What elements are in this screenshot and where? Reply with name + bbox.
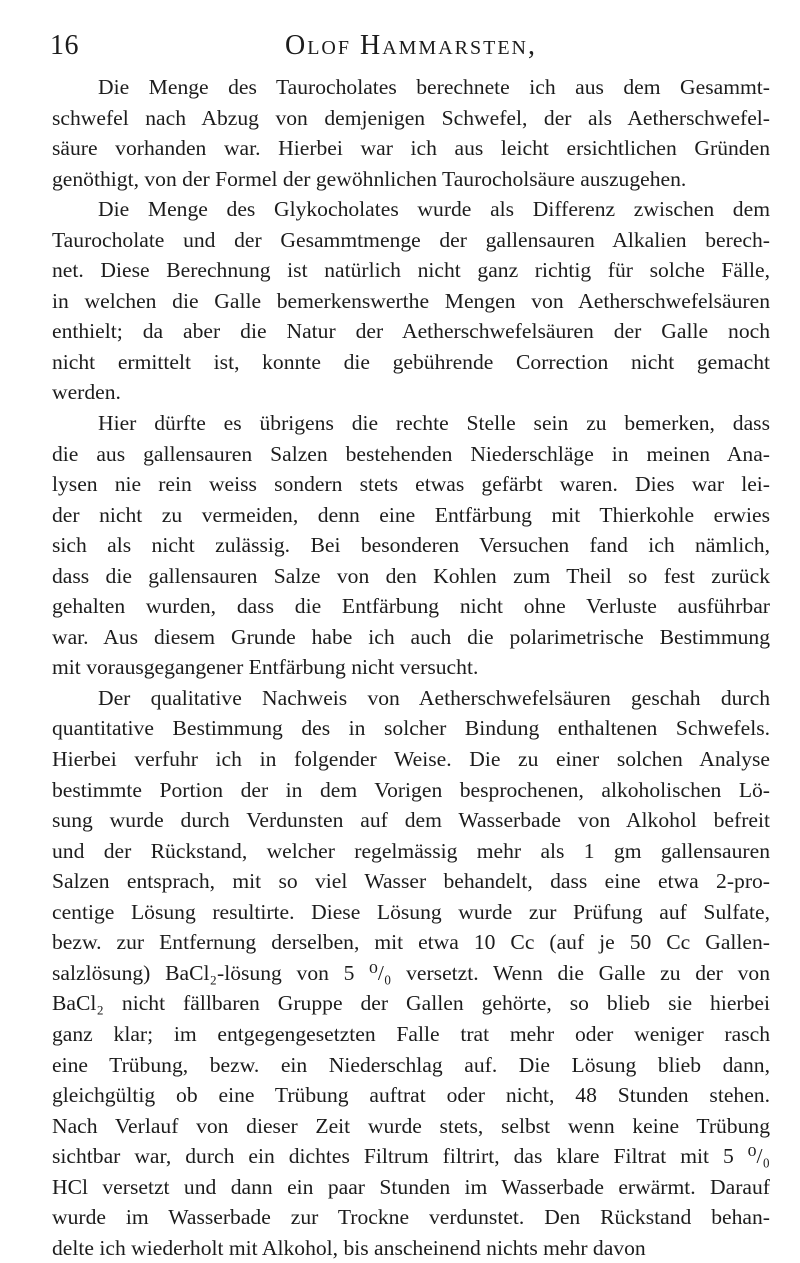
paragraph [52, 408, 770, 683]
text-line: Die Menge des Glykocholates wurde als Differenz zwischen dem [98, 197, 770, 222]
text-line: bestimmte Portion der in dem Vorigen besprochenen, alkoholischen Lö- [52, 777, 770, 802]
text-line: nicht ermittelt ist, konnte die gebührende Correction nicht gemacht [52, 349, 770, 374]
body-text [52, 72, 770, 1263]
text-line: eine Trübung, bezw. ein Niederschlag auf. Die Lösung blieb dann, [52, 1052, 770, 1077]
text-line: dass die gallensauren Salze von den Kohlen zum Theil so fest zurück [52, 563, 770, 588]
text-line: mit vorausgegangener Entfärbung nicht versucht. [52, 655, 479, 680]
text-line: Hierbei verfuhr ich in folgender Weise. Die zu einer solchen Analyse [52, 747, 770, 772]
text-line: quantitative Bestimmung des in solcher Bindung enthaltenen Schwefels. [52, 716, 770, 741]
running-head [50, 24, 772, 64]
text-line: und der Rückstand, welcher regelmässig mehr als 1 gm gallensauren [52, 838, 770, 863]
text-line: ganz klar; im entgegengesetzten Falle trat mehr oder weniger rasch [52, 1021, 770, 1046]
text-line: in welchen die Galle bemerkenswerthe Mengen von Aetherschwefelsäuren [52, 288, 770, 313]
text-line: säure vorhanden war. Hierbei war ich aus leicht ersichtlichen Gründen [52, 136, 770, 161]
paragraph [52, 194, 770, 408]
text-line: gleichgültig ob eine Trübung auftrat oder nicht, 48 Stunden stehen. [52, 1083, 770, 1108]
text-line: net. Diese Berechnung ist natürlich nicht ganz richtig für solche Fälle, [52, 258, 770, 283]
text-line: BaCl₂ nicht fällbaren Gruppe der Gallen gehörte, so blieb sie hierbei [52, 991, 770, 1016]
page-number: 16 [50, 30, 79, 61]
text-line: bezw. zur Entfernung derselben, mit etwa 10 Cc (auf je 50 Cc Gallen- [52, 930, 770, 955]
text-line: sung wurde durch Verdunsten auf dem Wasserbade von Alkohol befreit [52, 808, 770, 833]
text-line: gehalten wurden, dass die Entfärbung nicht ohne Verluste ausführbar [52, 594, 770, 619]
text-line: enthielt; da aber die Natur der Aetherschwefelsäuren der Galle noch [52, 319, 770, 344]
text-line: Nach Verlauf von dieser Zeit wurde stets, selbst wenn keine Trübung [52, 1113, 770, 1138]
text-line: Hier dürfte es übrigens die rechte Stelle sein zu bemerken, dass [98, 411, 770, 436]
text-line: schwefel nach Abzug von demjenigen Schwefel, der als Aetherschwefel- [52, 105, 770, 130]
text-line: salzlösung) BaCl₂-lösung von 5 ⁰/₀ versetzt. Wenn die Galle zu der von [52, 960, 770, 985]
text-line: Die Menge des Taurocholates berechnete ich aus dem Gesammt- [98, 75, 770, 99]
text-line: sichtbar war, durch ein dichtes Filtrum filtrirt, das klare Filtrat mit 5 ⁰/₀ [52, 1144, 770, 1169]
text-line: war. Aus diesem Grunde habe ich auch die polarimetrische Bestimmung [52, 624, 770, 649]
text-line: wurde im Wasserbade zur Trockne verdunstet. Den Rückstand behan- [52, 1205, 770, 1230]
text-line: delte ich wiederholt mit Alkohol, bis anscheinend nichts mehr davon [52, 1235, 646, 1260]
text-line: Taurocholate und der Gesammtmenge der gallensauren Alkalien berech- [52, 227, 770, 252]
text-line: genöthigt, von der Formel der gewöhnlichen Taurocholsäure auszugehen. [52, 166, 687, 191]
text-line: werden. [52, 380, 121, 405]
text-line: centige Lösung resultirte. Diese Lösung wurde zur Prüfung auf Sulfate, [52, 899, 770, 924]
text-line: Der qualitative Nachweis von Aetherschwefelsäuren geschah durch [98, 685, 770, 710]
text-line: der nicht zu vermeiden, denn eine Entfärbung mit Thierkohle erwies [52, 502, 770, 527]
text-line: Salzen entsprach, mit so viel Wasser behandelt, dass eine etwa 2-pro- [52, 869, 770, 894]
text-line: die aus gallensauren Salzen bestehenden Niederschläge in meinen Ana- [52, 441, 770, 466]
paragraph [52, 683, 770, 1263]
paragraph [52, 72, 770, 194]
text-line: HCl versetzt und dann ein paar Stunden im Wasserbade erwärmt. Darauf [52, 1174, 770, 1199]
text-line: sich als nicht zulässig. Bei besonderen Versuchen fand ich nämlich, [52, 533, 770, 558]
text-line: lysen nie rein weiss sondern stets etwas gefärbt waren. Dies war lei- [52, 472, 770, 497]
running-head-title: Olof Hammarsten, [284, 30, 538, 61]
